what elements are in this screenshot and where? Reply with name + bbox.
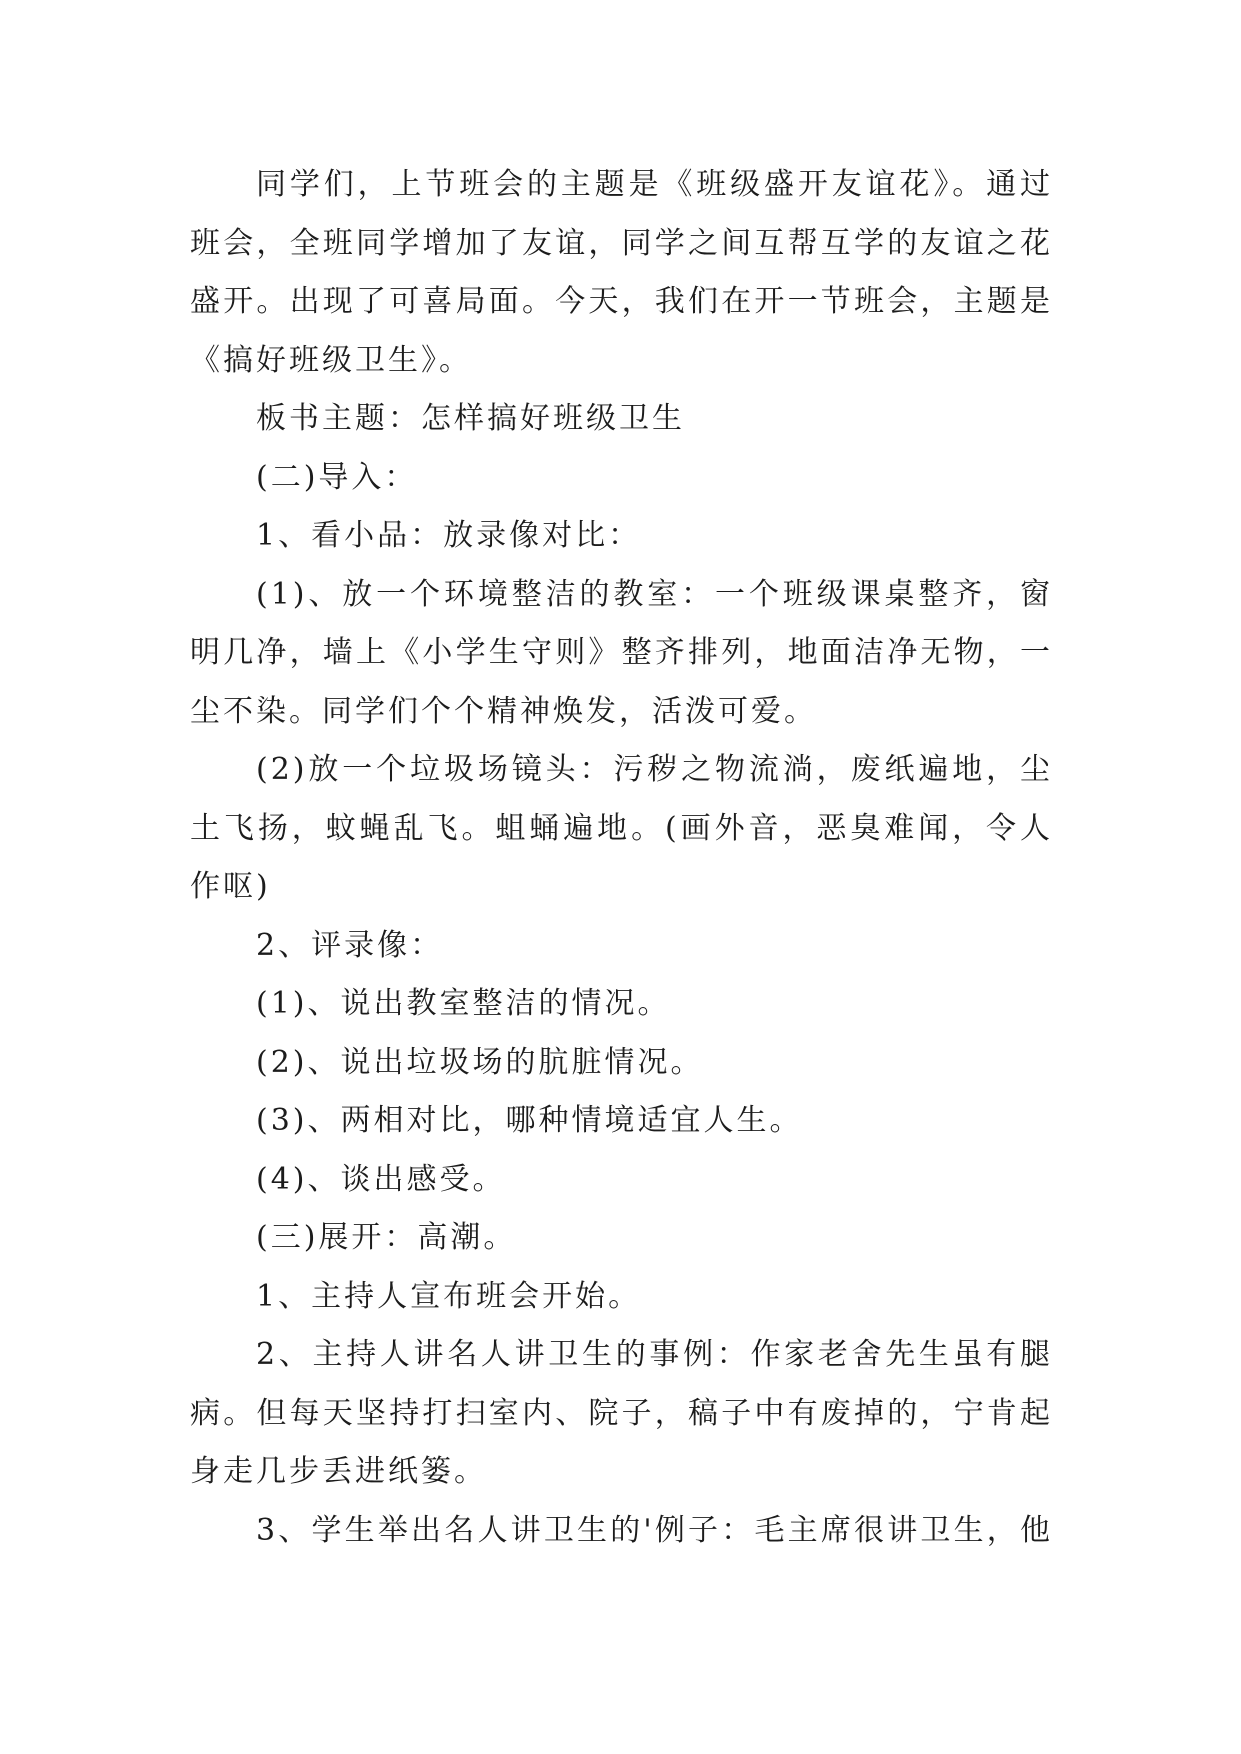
text-line: 2、主持人讲名人讲卫生的事例：作家老舍先生虽有腿: [256, 1337, 1053, 1372]
text-line: 3、学生举出名人讲卫生的'例子：毛主席很讲卫生，他: [256, 1512, 1053, 1548]
text-line: 作呕): [190, 869, 271, 904]
text-line: 2、评录像：: [256, 927, 444, 963]
list-item: [190, 1151, 1053, 1210]
list-item: [190, 741, 1053, 917]
text-line: 《搞好班级卫生》。: [190, 342, 472, 378]
list-item: [190, 1326, 1053, 1502]
text-line: 同学们，上节班会的主题是《班级盛开友谊花》。通过: [256, 167, 1053, 202]
text-line: (3)、两相对比，哪种情境适宜人生。: [256, 1103, 803, 1138]
paragraph-intro: [190, 156, 1053, 390]
text-line: 土飞扬，蚊蝇乱飞。蛆蛹遍地。(画外音，恶臭难闻，令人: [190, 810, 1053, 846]
paragraph-board-topic: [190, 390, 1053, 449]
list-item: [190, 1268, 1053, 1327]
text-line: 1、主持人宣布班会开始。: [256, 1278, 642, 1314]
text-line: (2)放一个垃圾场镜头：污秽之物流淌，废纸遍地，尘: [256, 752, 1053, 787]
list-item: [190, 917, 1053, 976]
body-text: [190, 156, 1053, 1560]
text-line: 班会，全班同学增加了友谊，同学之间互帮互学的友谊之花: [190, 225, 1053, 261]
text-line: 尘不染。同学们个个精神焕发，活泼可爱。: [190, 693, 817, 729]
text-line: 病。但每天坚持打扫室内、院子，稿子中有废掉的，宁肯起: [190, 1395, 1053, 1431]
section-heading: [190, 1209, 1053, 1268]
text-line: 板书主题：怎样搞好班级卫生: [256, 401, 685, 436]
list-item: [190, 975, 1053, 1034]
text-line: (2)、说出垃圾场的肮脏情况。: [256, 1044, 704, 1080]
text-line: (1)、说出教室整洁的情况。: [256, 986, 671, 1021]
list-item: [190, 1502, 1053, 1561]
text-line: (4)、谈出感受。: [256, 1161, 506, 1197]
list-item: [190, 507, 1053, 566]
list-item: [190, 1092, 1053, 1151]
text-line: 盛开。出现了可喜局面。今天，我们在开一节班会，主题是: [190, 284, 1053, 319]
list-item: [190, 1034, 1053, 1093]
text-line: (二)导入：: [256, 459, 418, 495]
text-line: 1、看小品：放录像对比：: [256, 518, 642, 553]
text-line: (1)、放一个环境整洁的教室：一个班级课桌整齐，窗: [256, 576, 1053, 612]
section-heading: [190, 449, 1053, 508]
list-item: [190, 566, 1053, 742]
text-line: (三)展开：高潮。: [256, 1220, 517, 1255]
text-line: 身走几步丢进纸篓。: [190, 1454, 487, 1489]
text-line: 明几净，墙上《小学生守则》整齐排列，地面洁净无物，一: [190, 635, 1053, 670]
